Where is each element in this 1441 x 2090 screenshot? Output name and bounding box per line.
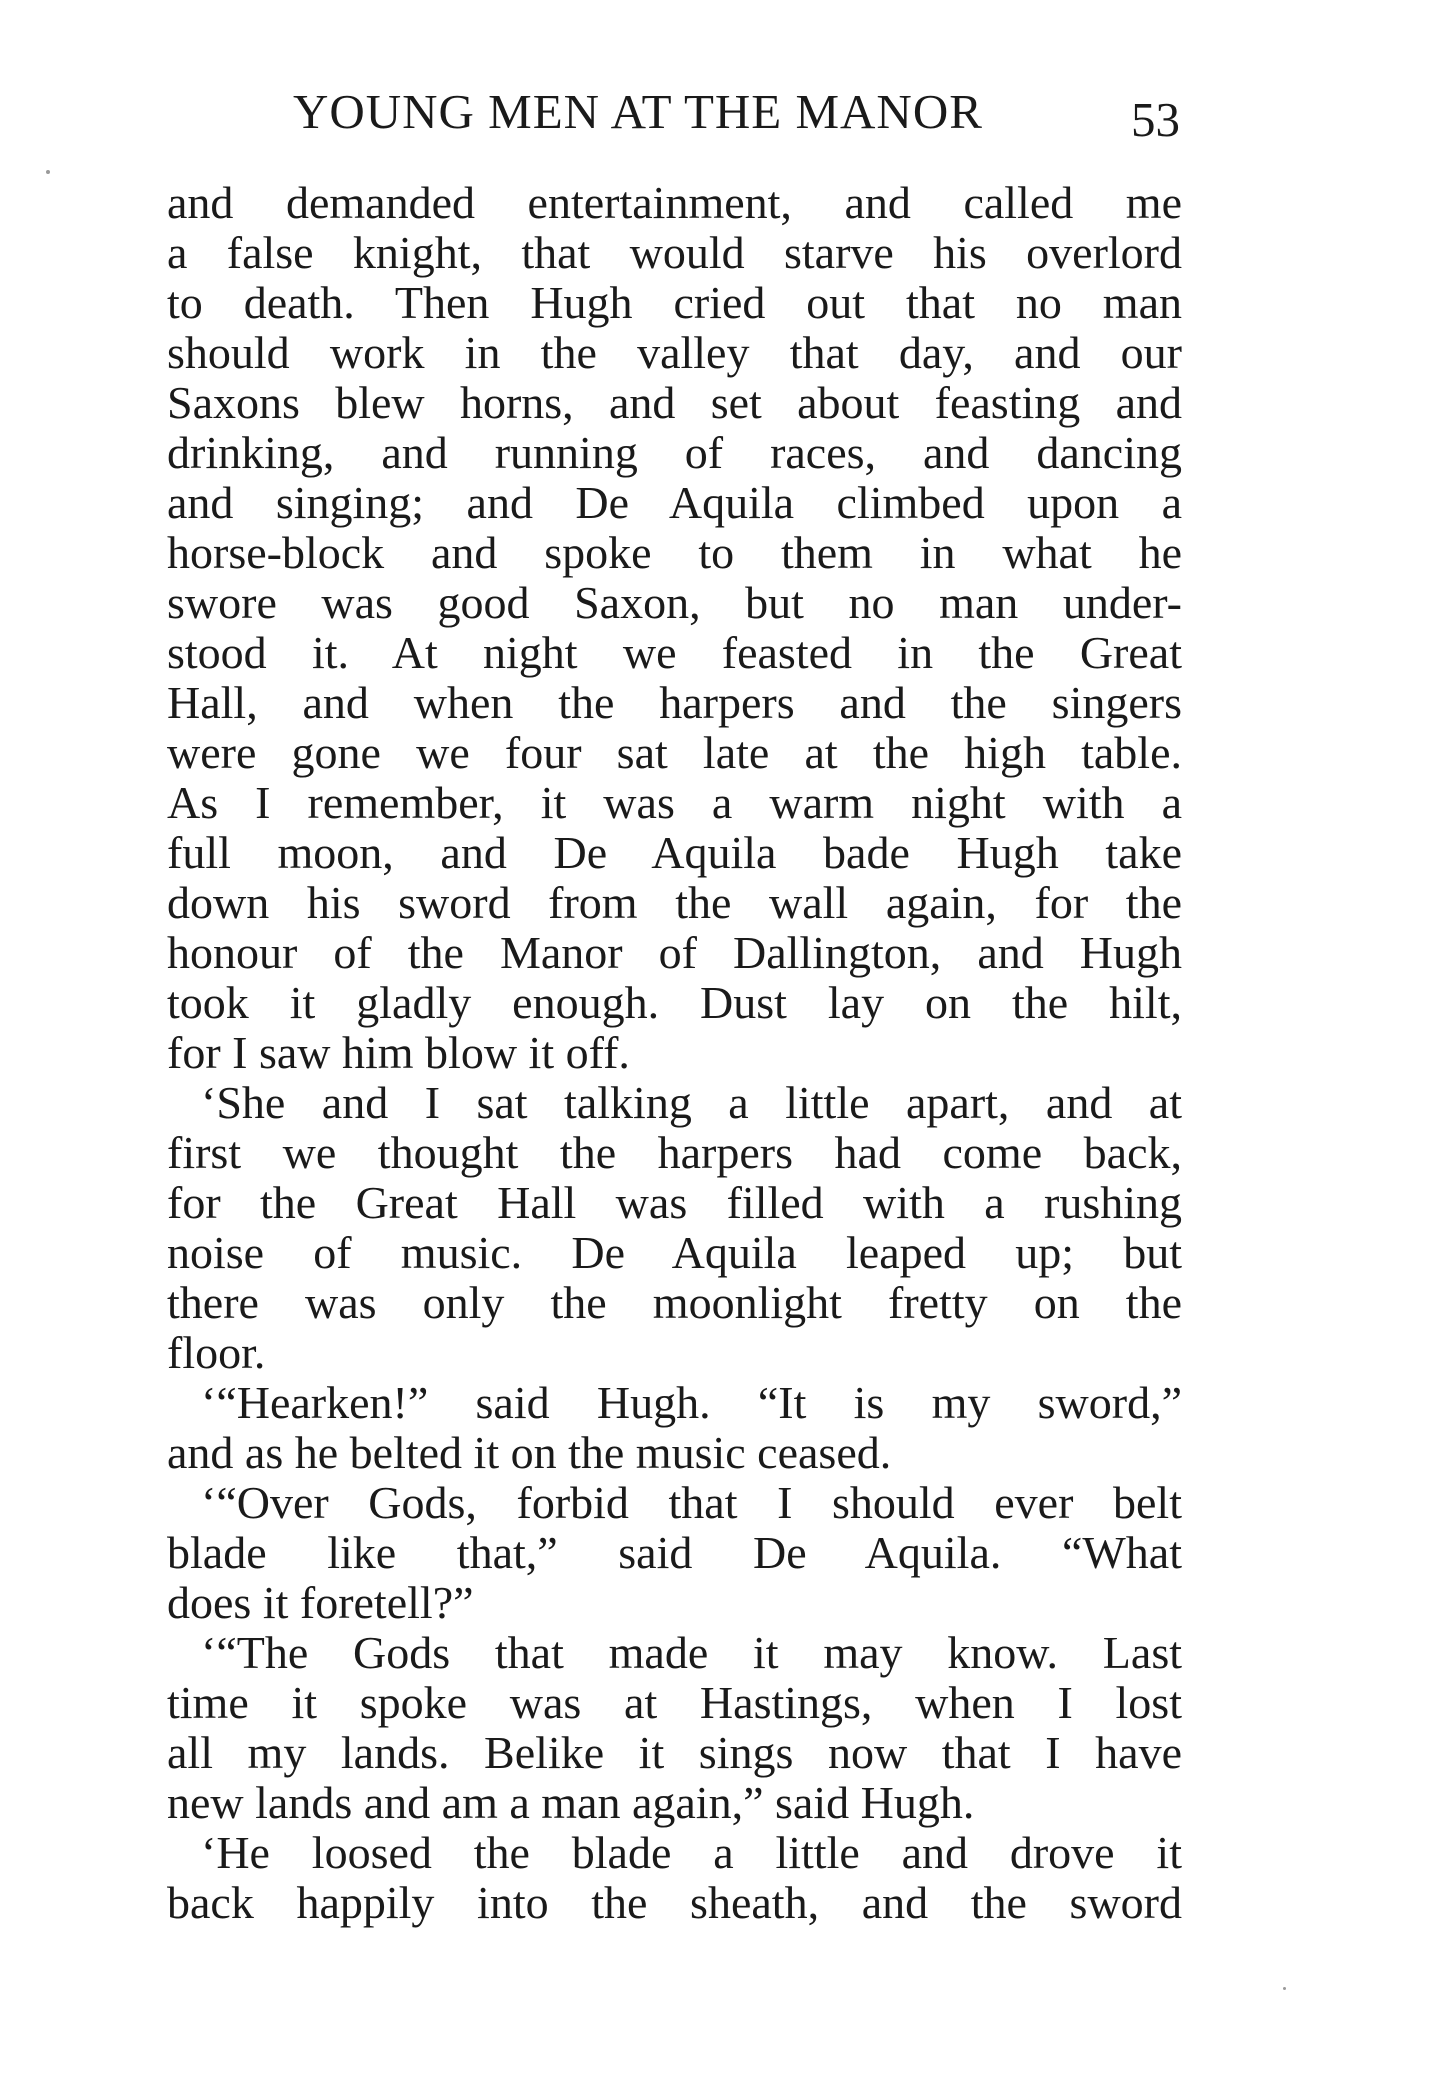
text-line: does it foretell?” bbox=[167, 1577, 474, 1628]
page-number: 53 bbox=[1131, 92, 1180, 147]
text-line: ‘“The Gods that made it may know. Last bbox=[201, 1627, 1182, 1678]
running-title: YOUNG MEN AT THE MANOR bbox=[293, 84, 983, 139]
text-line: and as he belted it on the music ceased. bbox=[167, 1427, 892, 1478]
text-line: took it gladly enough. Dust lay on the hilt, bbox=[167, 977, 1182, 1028]
text-line: horse-block and spoke to them in what he bbox=[167, 527, 1182, 578]
text-line: for I saw him blow it off. bbox=[167, 1027, 630, 1078]
text-line: swore was good Saxon, but no man under- bbox=[167, 577, 1182, 628]
text-line: honour of the Manor of Dallington, and Hugh bbox=[167, 927, 1182, 978]
text-line: to death. Then Hugh cried out that no man bbox=[167, 277, 1182, 328]
text-line: drinking, and running of races, and dancing bbox=[167, 427, 1182, 478]
paper-speck bbox=[46, 170, 50, 174]
text-line: noise of music. De Aquila leaped up; but bbox=[167, 1227, 1182, 1278]
text-line: there was only the moonlight fretty on the bbox=[167, 1277, 1182, 1328]
text-line: Saxons blew horns, and set about feasting and bbox=[167, 377, 1182, 428]
text-line: As I remember, it was a warm night with a bbox=[167, 777, 1182, 828]
text-line: Hall, and when the harpers and the singers bbox=[167, 677, 1182, 728]
text-line: ‘He loosed the blade a little and drove it bbox=[201, 1827, 1182, 1878]
body-text bbox=[167, 178, 1182, 1928]
text-line: for the Great Hall was filled with a rushing bbox=[167, 1177, 1182, 1228]
text-line: and singing; and De Aquila climbed upon a bbox=[167, 477, 1182, 528]
text-line: full moon, and De Aquila bade Hugh take bbox=[167, 827, 1182, 878]
text-line: were gone we four sat late at the high table. bbox=[167, 727, 1182, 778]
text-line: down his sword from the wall again, for the bbox=[167, 877, 1182, 928]
page-header bbox=[168, 82, 1180, 147]
text-line: floor. bbox=[167, 1327, 266, 1378]
text-line: back happily into the sheath, and the sword bbox=[167, 1877, 1182, 1928]
text-line: stood it. At night we feasted in the Great bbox=[167, 627, 1182, 678]
text-line: time it spoke was at Hastings, when I lost bbox=[167, 1677, 1182, 1728]
text-line: blade like that,” said De Aquila. “What bbox=[167, 1527, 1182, 1578]
text-line: should work in the valley that day, and our bbox=[167, 327, 1182, 378]
text-line: all my lands. Belike it sings now that I have bbox=[167, 1727, 1182, 1778]
text-line: new lands and am a man again,” said Hugh. bbox=[167, 1777, 975, 1828]
text-line: ‘She and I sat talking a little apart, and at bbox=[201, 1077, 1182, 1128]
text-line: and demanded entertainment, and called me bbox=[167, 177, 1182, 228]
text-line: ‘“Over Gods, forbid that I should ever belt bbox=[201, 1477, 1182, 1528]
paper-speck bbox=[1283, 1987, 1286, 1990]
text-line: a false knight, that would starve his overlord bbox=[167, 227, 1182, 278]
text-line: ‘“Hearken!” said Hugh. “It is my sword,” bbox=[201, 1377, 1182, 1428]
text-line: first we thought the harpers had come back, bbox=[167, 1127, 1182, 1178]
